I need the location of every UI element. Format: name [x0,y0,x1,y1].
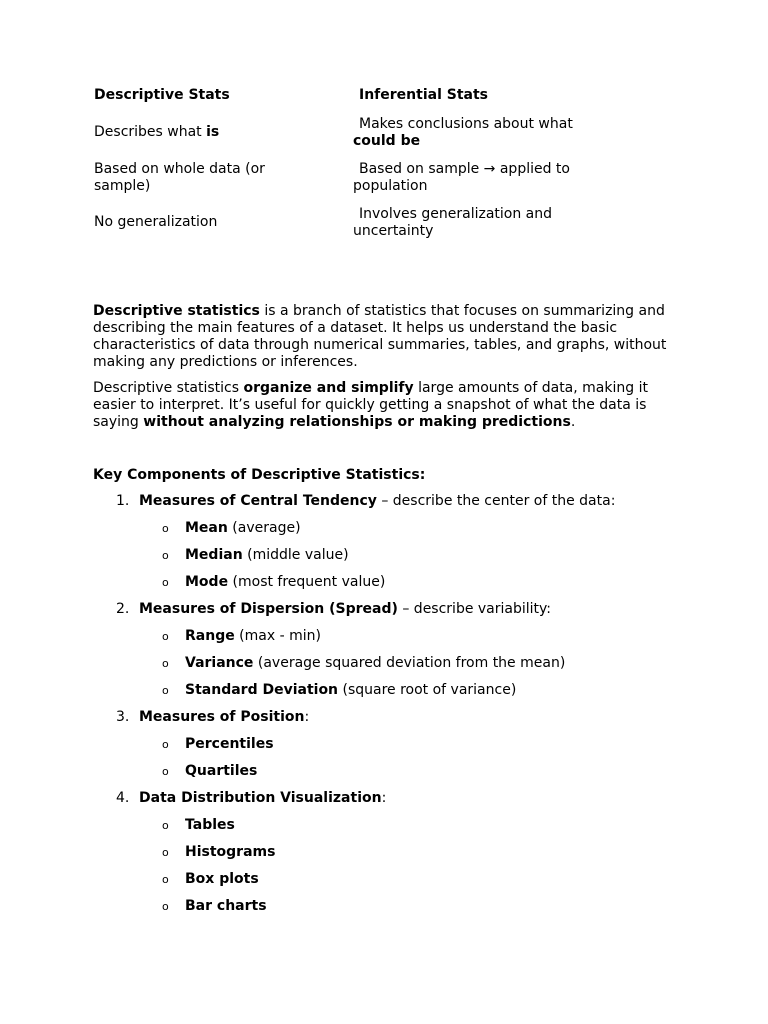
table-cell: uncertainty [353,223,434,239]
bullet-icon: o [162,873,169,886]
bullet-icon: o [162,819,169,832]
bullet-icon: o [162,900,169,913]
bullet-icon: o [162,576,169,589]
table-header-descriptive: Descriptive Stats [94,87,230,103]
intro-paragraph-1: Descriptive statistics is a branch of statistics that focuses on summarizing and describing the main features of a dataset. It helps us understand the basic characteristics of data through numerical summaries, tables, and graphs, without making any predictions or inferences. [93,303,667,370]
bullet-icon: o [162,765,169,778]
table-header-inferential: Inferential Stats [359,87,488,103]
key-components-heading: Key Components of Descriptive Statistics: [93,467,426,483]
intro-paragraph-2: Descriptive statistics organize and simplify large amounts of data, making it easier to interpret. It’s useful for quickly getting a snapshot of what the data is saying without analyzing relationships or making predictions. [93,380,648,430]
bullet-icon: o [162,630,169,643]
bullet-icon: o [162,657,169,670]
bullet-icon: o [162,846,169,859]
table-cell: Based on whole data (or [94,161,265,177]
bullet-icon: o [162,738,169,751]
bullet-icon: o [162,522,169,535]
table-cell: Involves generalization and [359,206,553,222]
bullet-icon: o [162,684,169,697]
table-cell: could be [353,133,421,149]
table-cell: Makes conclusions about what [359,116,573,132]
bullet-icon: o [162,549,169,562]
table-cell: No generalization [94,214,218,230]
table-cell: sample) [94,178,151,194]
table-cell: Based on sample → applied to [359,161,570,177]
table-cell: Describes what is [94,124,220,140]
table-cell: population [353,178,428,194]
